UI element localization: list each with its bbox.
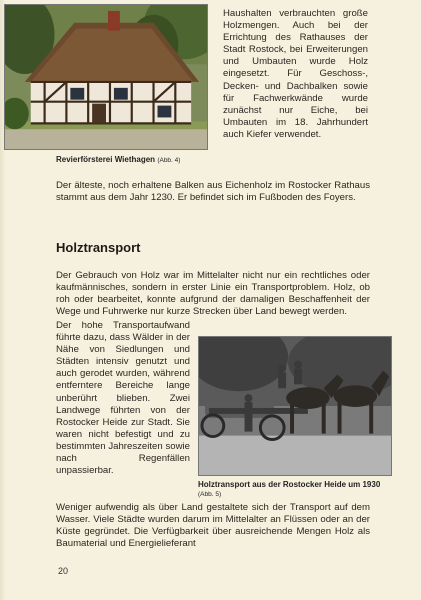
paragraph-text: Der Gebrauch von Holz war im Mittelalter nicht nur ein rechtliches oder kaufmännisches, sondern in erster Linie ein Transportproblem. Holz, ob roh oder bearbeitet, konnte aufgrund der damaligen Beschaffenheit der Wege und Fuhrwerke nur kurze Strecken über Land bewegt werden. <box>56 270 370 318</box>
paragraph-oldest-beam <box>56 180 370 204</box>
paragraph-text: Der älteste, noch erhaltene Balken aus Eichenholz im Rostocker Rathaus stammt aus dem Jahr 1230. Er befindet sich im Fußboden des Foyers. <box>56 180 370 204</box>
paragraph-right-column <box>223 8 368 141</box>
caption-text: Holztransport aus der Rostocker Heide um 1930 <box>198 480 381 489</box>
paragraph-text: Der hohe Transportaufwand führte dazu, dass Wälder in der Nähe von Siedlungen und Städten intensiv genutzt und auch gerodet wurden, während entferntere Bereiche lange unberührt blieben. Zwei Landwege führten von der Rostocker Heide zur Stadt. Sie waren nicht befestigt und zu bestimmten Jahreszeiten sowie nach Regenfällen unpassierbar. <box>56 320 190 477</box>
figure-caption-log-transport <box>198 480 394 500</box>
paragraph-transport-problem <box>56 270 370 318</box>
caption-text: Revierförsterei Wiethagen <box>56 155 156 164</box>
paragraph-text: Haushalten verbrauchten große Holzmengen. Auch bei der Errichtung des Rathauses der Stadt Rostock, bei Erweiterungen und Umbauten wurde Holz eingesetzt. Für Geschoss-, Decken- und Dachbalken sowie für Fachwerkwände wurde zunächst nur Eiche, bei Umbauten im 18. Jahrhundert auch Kiefer verwendet. <box>223 8 368 140</box>
section-heading: Holztransport <box>56 240 141 255</box>
paragraph-text: Weniger aufwendig als über Land gestaltete sich der Transport auf dem Wasser. Viele Städte wurden darum im Mittelalter an Flüssen oder an der Küste gegründet. Die Verfügbarkeit über ausreichende Mengen Holz als Baumaterial und Energielieferant <box>56 502 370 550</box>
photo-horse-log-transport <box>198 336 392 476</box>
photo-forester-house <box>4 4 208 150</box>
figure-caption-forester-house <box>56 155 216 166</box>
paragraph-left-column <box>56 320 190 477</box>
figure-ref: (Abb. 5) <box>198 491 222 498</box>
figure-ref: (Abb. 4) <box>157 157 181 164</box>
page-number: 20 <box>58 566 69 576</box>
paragraph-water-transport <box>56 502 370 550</box>
